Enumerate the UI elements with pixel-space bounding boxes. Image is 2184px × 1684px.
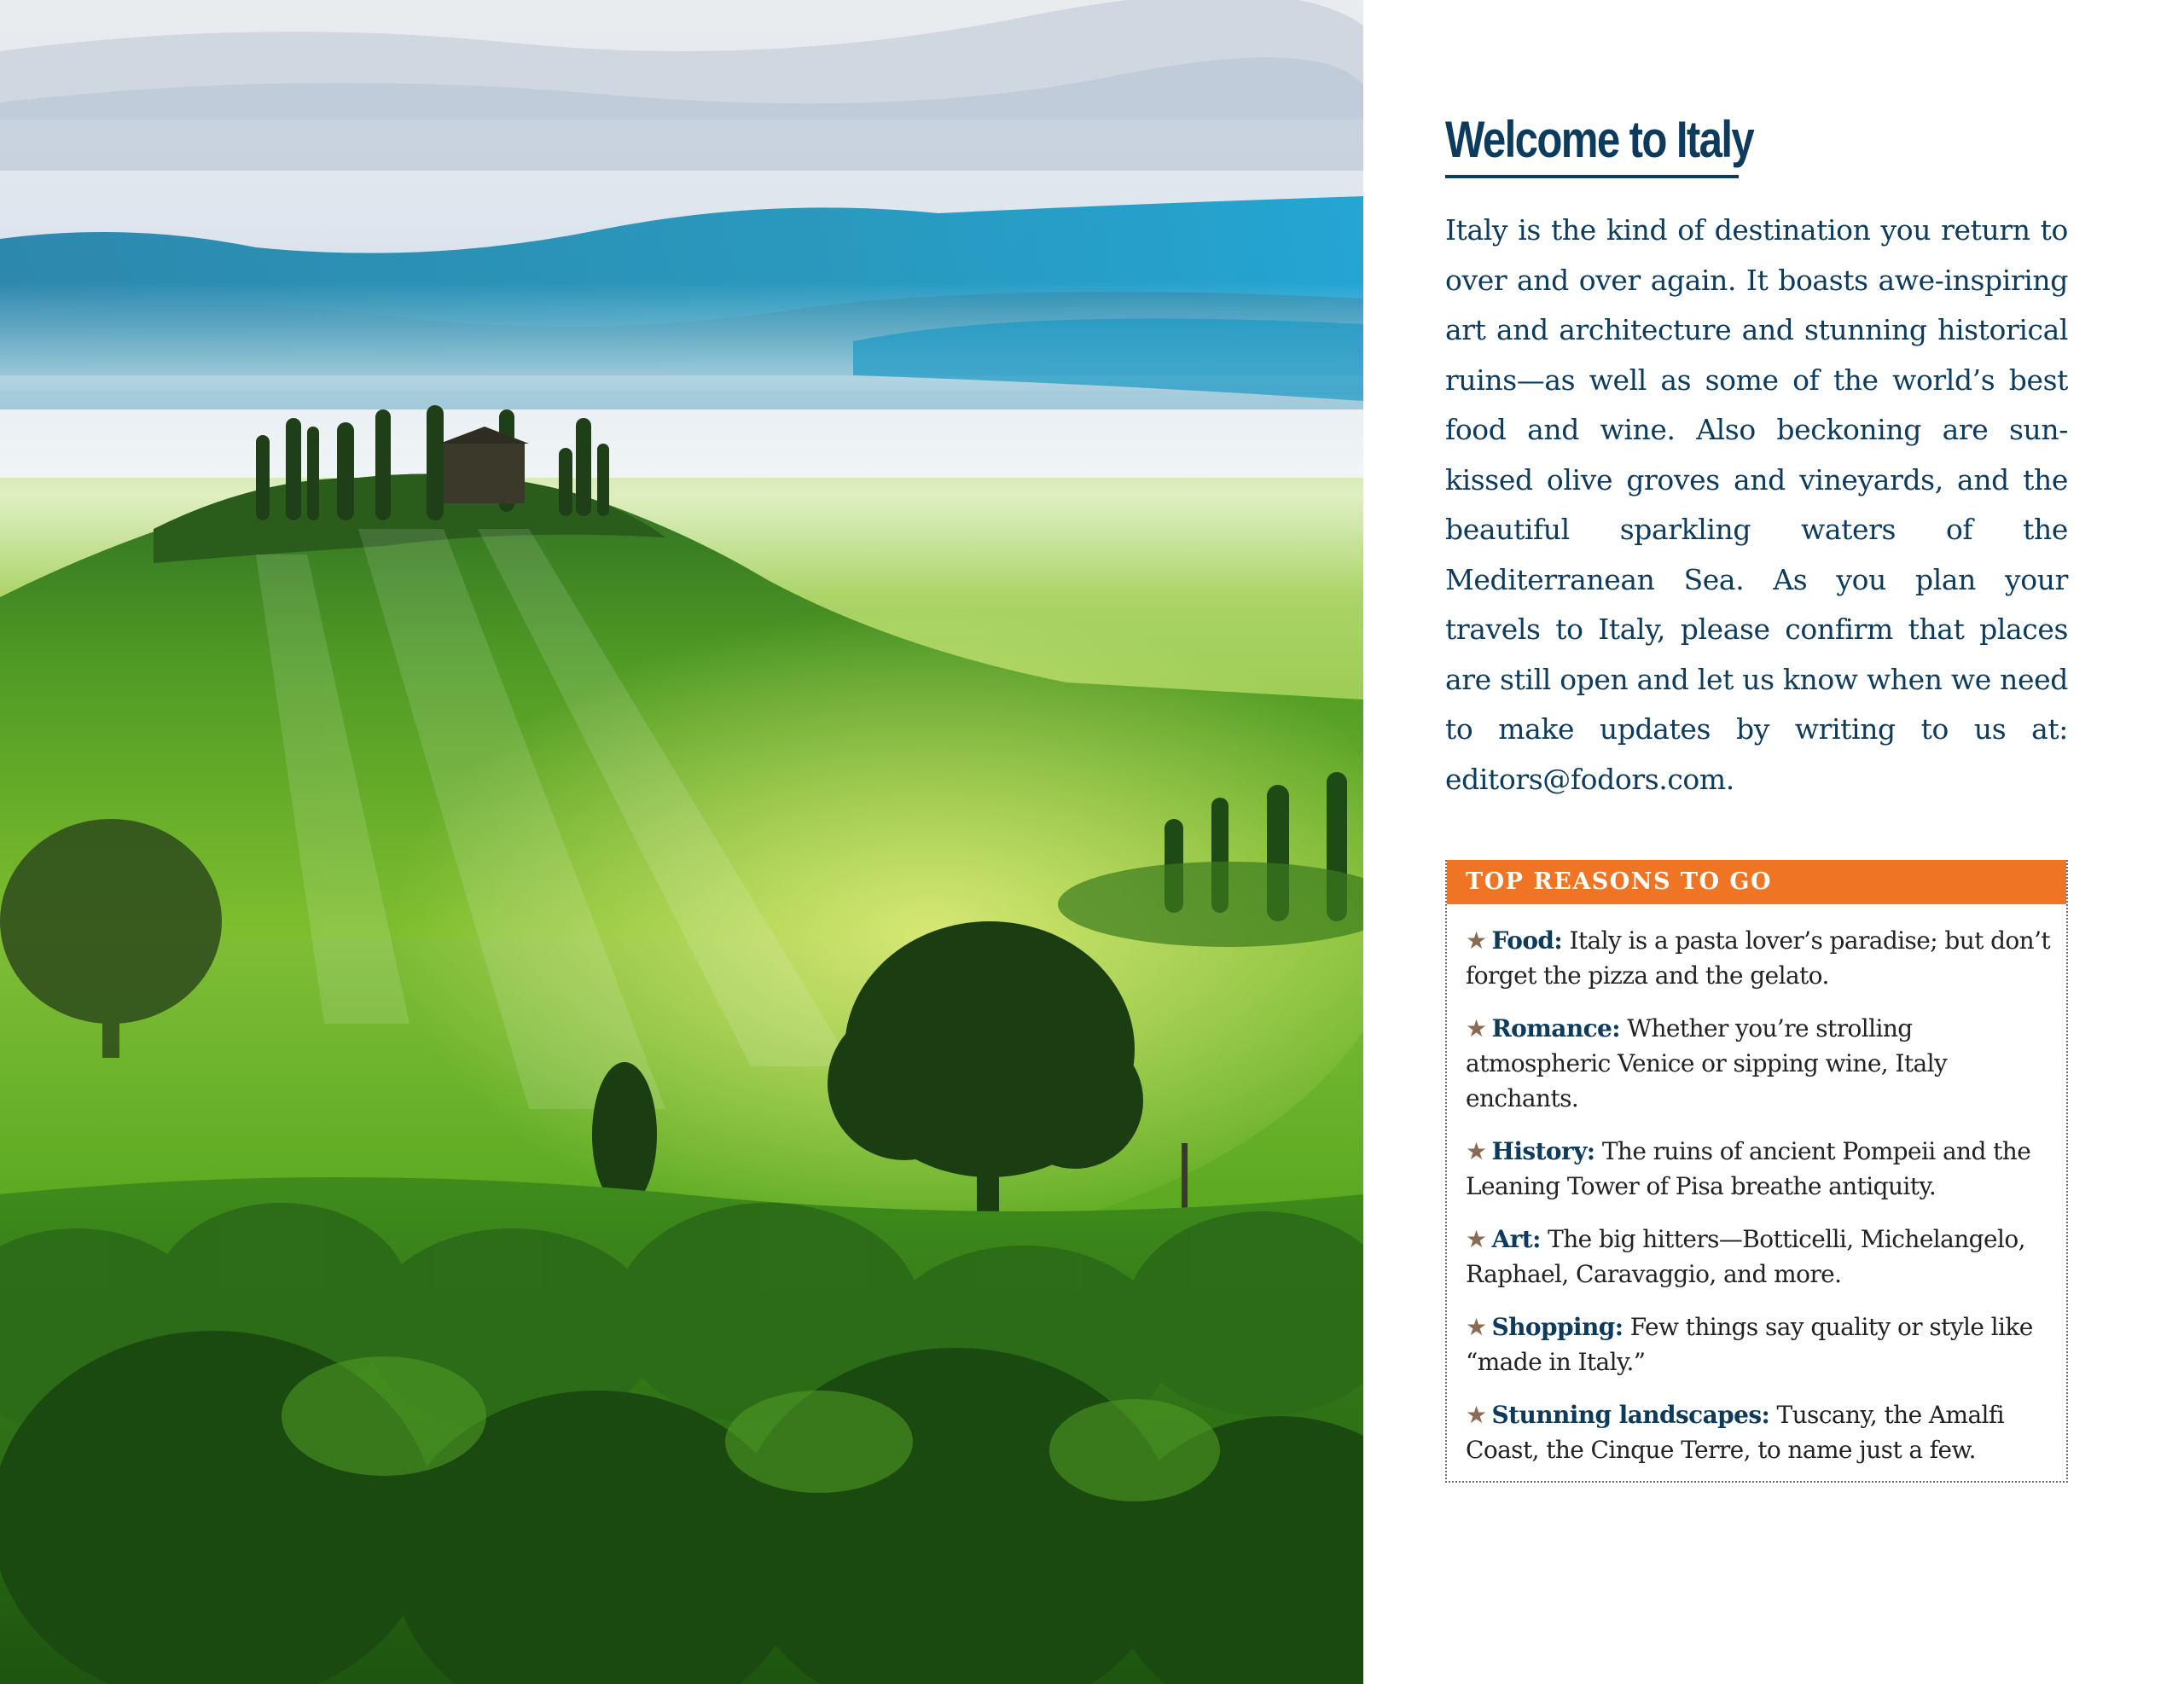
reason-term: Food: [1491,926,1563,955]
top-reasons-list [1447,904,2066,1481]
intro-paragraph: Italy is the kind of destination you return to over and over again. It boasts awe-inspiring art and architecture and stunning historical ruins—as well as some of the world’s best food and wine. Also beckoning are sun-kissed olive groves and vineyards, and the beautiful sparkling waters of the Mediterranean Sea. As you plan your travels to Italy, please confirm that places are still open and let us know when we need to make updates by writing to us at: editors@fodors.com. [1445,213,2068,796]
star-icon: ★ [1466,1137,1487,1165]
star-icon: ★ [1466,926,1487,955]
reason-term: Art: [1491,1225,1541,1253]
reason-term: Stunning landscapes: [1491,1401,1770,1429]
star-icon: ★ [1466,1313,1487,1341]
star-icon: ★ [1466,1401,1487,1429]
reason-term: History: [1491,1137,1595,1165]
reason-item [1466,1397,2051,1467]
reason-item [1466,923,2051,993]
reason-term: Shopping: [1491,1313,1623,1341]
top-reasons-header: TOP REASONS TO GO [1447,860,2066,904]
title-underline [1445,175,1739,178]
top-reasons-box [1445,860,2068,1483]
reason-text: Whether you’re strolling atmospheric Venice or sipping wine, Italy enchants. [1466,1014,1948,1112]
reason-text: The big hitters—Botticelli, Michelangelo, Raphael, Caravaggio, and more. [1466,1225,2025,1288]
reason-item [1466,1011,2051,1116]
star-icon: ★ [1466,1014,1487,1042]
reason-text: Tuscany, the Amalfi Coast, the Cinque Terre, to name just a few. [1466,1401,2005,1464]
reason-text: Few things say quality or style like “made in Italy.” [1466,1313,2033,1376]
reason-item [1466,1134,2051,1204]
reason-item [1466,1309,2051,1379]
reason-item [1466,1222,2051,1292]
reason-text: The ruins of ancient Pompeii and the Leaning Tower of Pisa breathe antiquity. [1466,1137,2031,1200]
reason-text: Italy is a pasta lover’s paradise; but don’t forget the pizza and the gelato. [1466,926,2051,990]
page-title: Welcome to Italy [1445,111,1754,168]
reason-term: Romance: [1491,1014,1620,1042]
star-icon: ★ [1466,1225,1487,1253]
